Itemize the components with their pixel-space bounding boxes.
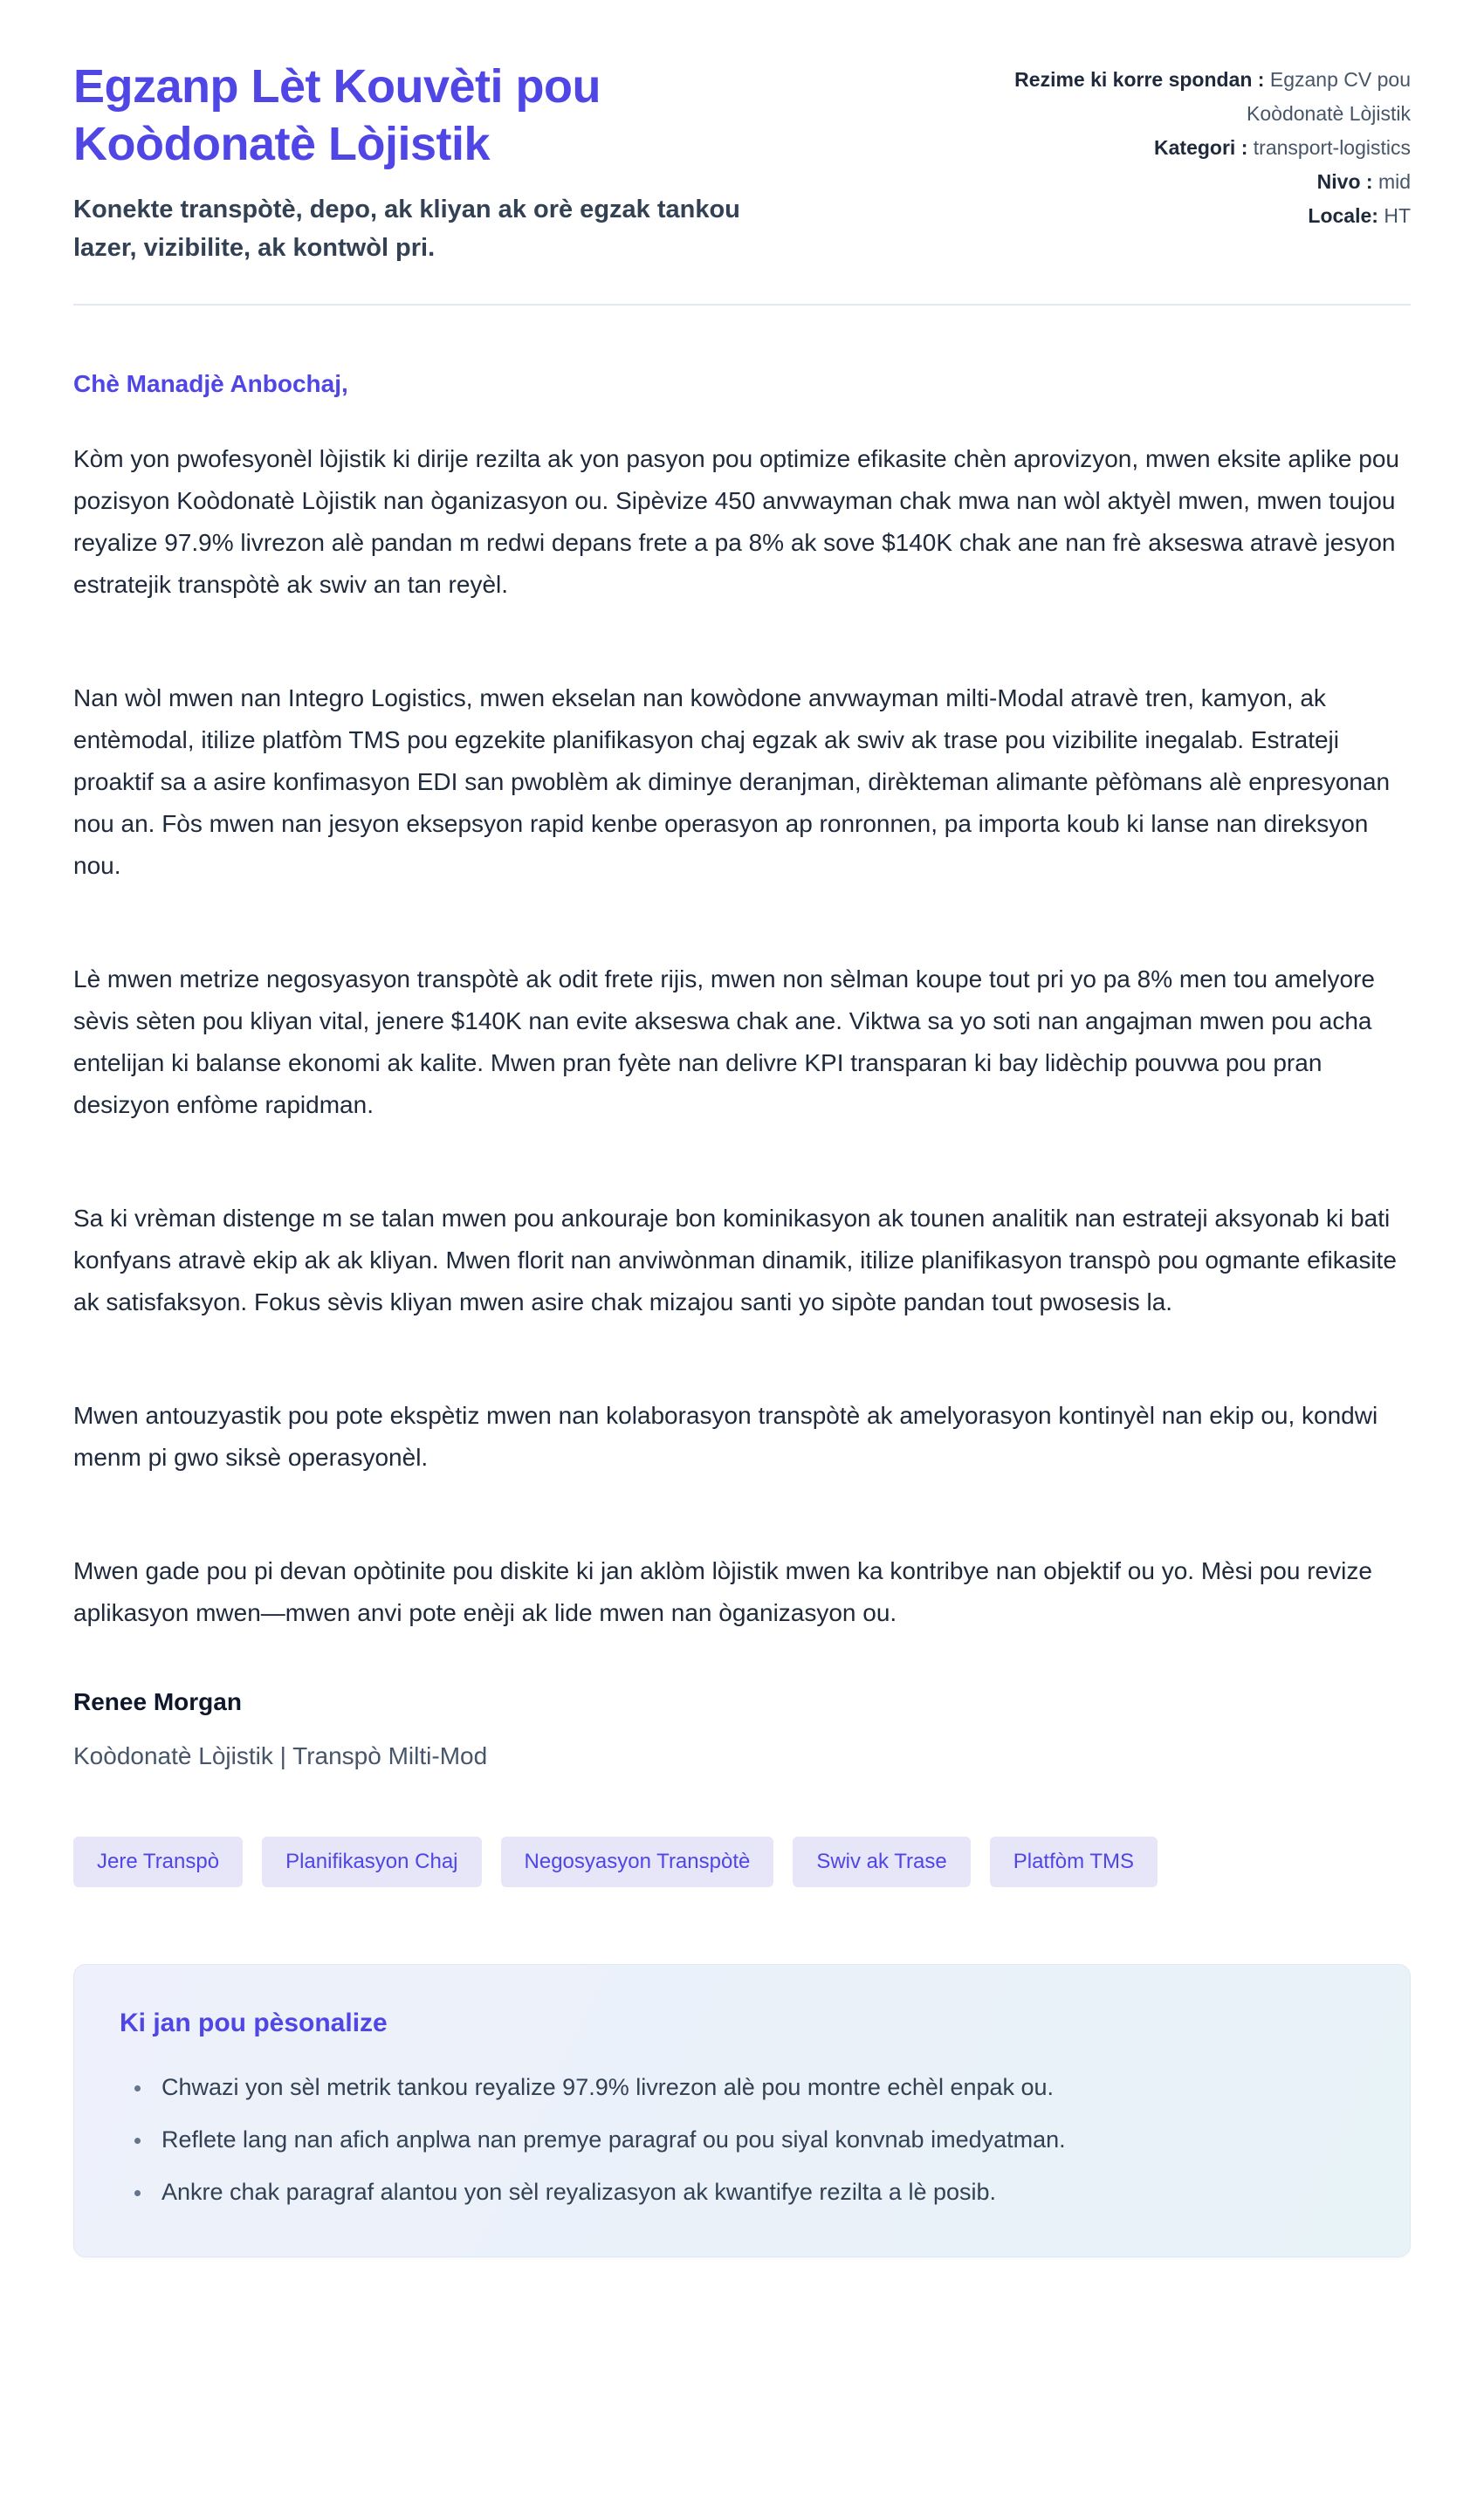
tips-item: • Reflete lang nan afich anplwa nan premye paragraf ou pou siyal konvnab imedyatman. bbox=[153, 2122, 1364, 2157]
page-title: Egzanp Lèt Kouvèti pou Koòdonatè Lòjistik bbox=[73, 60, 601, 170]
skill-tag: Planifikasyon Chaj bbox=[262, 1837, 481, 1887]
letter-body bbox=[73, 363, 1411, 2257]
page-subtitle: Konekte transpòtè, depo, ak kliyan ak orè egzak tankou lazer, vizibilite, ak kontwòl pri. bbox=[73, 196, 740, 262]
letter-paragraph: Mwen antouzyastik pou pote ekspètiz mwen nan kolaborasyon transpòtè ak amelyorasyon kontinyèl nan ekip ou, kondwi menm pi gwo siksè operasyonèl. bbox=[73, 1402, 1378, 1471]
letter-paragraph: Lè mwen metrize negosyasyon transpòtè ak odit frete rijis, mwen non sèlman koupe tout pri yo pa 8% men tou amelyore sèvis sèten pou kliyan vital, jenere $140K nan evite akseswa chak ane. Viktwa sa yo soti nan angajman mwen pou acha entelijan ki balanse ekonomi ak kalite. Mwen pran fyète nan delivre KPI transparan ki bay lidèchip pouvwa pou pran desizyon enfòme rapidman. bbox=[73, 965, 1375, 1118]
signature-name: Renee Morgan bbox=[73, 1688, 242, 1715]
meta-value: transport-logistics bbox=[1253, 136, 1411, 159]
tips-item: • Chwazi yon sèl metrik tankou reyalize 97.9% livrezon alè pou montre echèl enpak ou. bbox=[153, 2070, 1364, 2105]
meta-value: mid bbox=[1378, 170, 1411, 193]
signature-role: Koòdonatè Lòjistik | Transpò Milti-Mod bbox=[73, 1742, 488, 1769]
letter-paragraphs bbox=[73, 438, 1411, 1634]
meta-value: Egzanp CV pou Koòdonatè Lòjistik bbox=[1247, 68, 1411, 125]
meta-panel bbox=[1000, 51, 1411, 233]
letter-paragraph: Kòm yon pwofesyonèl lòjistik ki dirije rezilta ak yon pasyon pou optimize efikasite chèn aprovizyon, mwen eksite aplike pou pozisyon Koòdonatè Lòjistik nan òganizasyon ou. Sipèvize 450 anvwayman chak mwa nan wòl aktyèl mwen, mwen toujou reyalize 97.9% livrezon alè pandan m redwi depans frete a pa 8% ak sove $140K chak ane nan frè akseswa atravè jesyon estratejik transpòtè ak swiv an tan reyèl. bbox=[73, 445, 1399, 598]
meta-line bbox=[1000, 63, 1411, 131]
tag-list bbox=[73, 1837, 1411, 1887]
tips-list bbox=[120, 2070, 1364, 2209]
meta-label: Nivo : bbox=[1316, 170, 1373, 193]
meta-line bbox=[1000, 165, 1411, 199]
tips-item: • Ankre chak paragraf alantou yon sèl reyalizasyon ak kwantifye rezilta a lè posib. bbox=[153, 2174, 1364, 2209]
header-divider bbox=[73, 304, 1411, 306]
meta-line bbox=[1000, 131, 1411, 165]
meta-value: HT bbox=[1384, 204, 1411, 227]
salutation: Chè Manadjè Anbochaj, bbox=[73, 370, 348, 397]
meta-label: Locale: bbox=[1308, 204, 1378, 227]
meta-line bbox=[1000, 199, 1411, 233]
skill-tag: Negosyasyon Transpòtè bbox=[501, 1837, 774, 1887]
meta-label: Kategori : bbox=[1154, 136, 1248, 159]
skill-tag: Platfòm TMS bbox=[990, 1837, 1158, 1887]
skill-tag: Jere Transpò bbox=[73, 1837, 243, 1887]
tips-heading: Ki jan pou pèsonalize bbox=[120, 2009, 388, 2037]
tips-box bbox=[73, 1964, 1411, 2257]
skill-tag: Swiv ak Trase bbox=[793, 1837, 970, 1887]
header bbox=[73, 51, 1411, 267]
header-title-block bbox=[73, 51, 772, 267]
letter-paragraph: Mwen gade pou pi devan opòtinite pou diskite ki jan aklòm lòjistik mwen ka kontribye nan objektif ou yo. Mèsi pou revize aplikasyon mwen—mwen anvi pote enèji ak lide mwen nan òganizasyon ou. bbox=[73, 1557, 1372, 1626]
letter-paragraph: Nan wòl mwen nan Integro Logistics, mwen ekselan nan kowòdone anvwayman milti-Modal atravè tren, kamyon, ak entèmodal, itilize platfòm TMS pou egzekite planifikasyon chaj egzak ak swiv ak trase pou vizibilite inegalab. Estrateji proaktif sa a asire konfimasyon EDI san pwoblèm ak diminye deranjman, dirèkteman alimante pèfòmans alè enpresyonan nou an. Fòs mwen nan jesyon eksepsyon rapid kenbe operasyon ap ronronnen, pa importa koub ki lanse nan direksyon nou. bbox=[73, 684, 1391, 879]
meta-label: Rezime ki korre spondan : bbox=[1014, 68, 1265, 91]
letter-paragraph: Sa ki vrèman distenge m se talan mwen pou ankouraje bon kominikasyon ak tounen analitik nan estrateji aksyonab ki bati konfyans atravè ekip ak ak kliyan. Mwen florit nan anviwònman dinamik, itilize planifikasyon transpò pou ogmante efikasite ak satisfaksyon. Fokus sèvis kliyan mwen asire chak mizajou santi yo sipòte pandan tout pwosesis la. bbox=[73, 1205, 1397, 1315]
